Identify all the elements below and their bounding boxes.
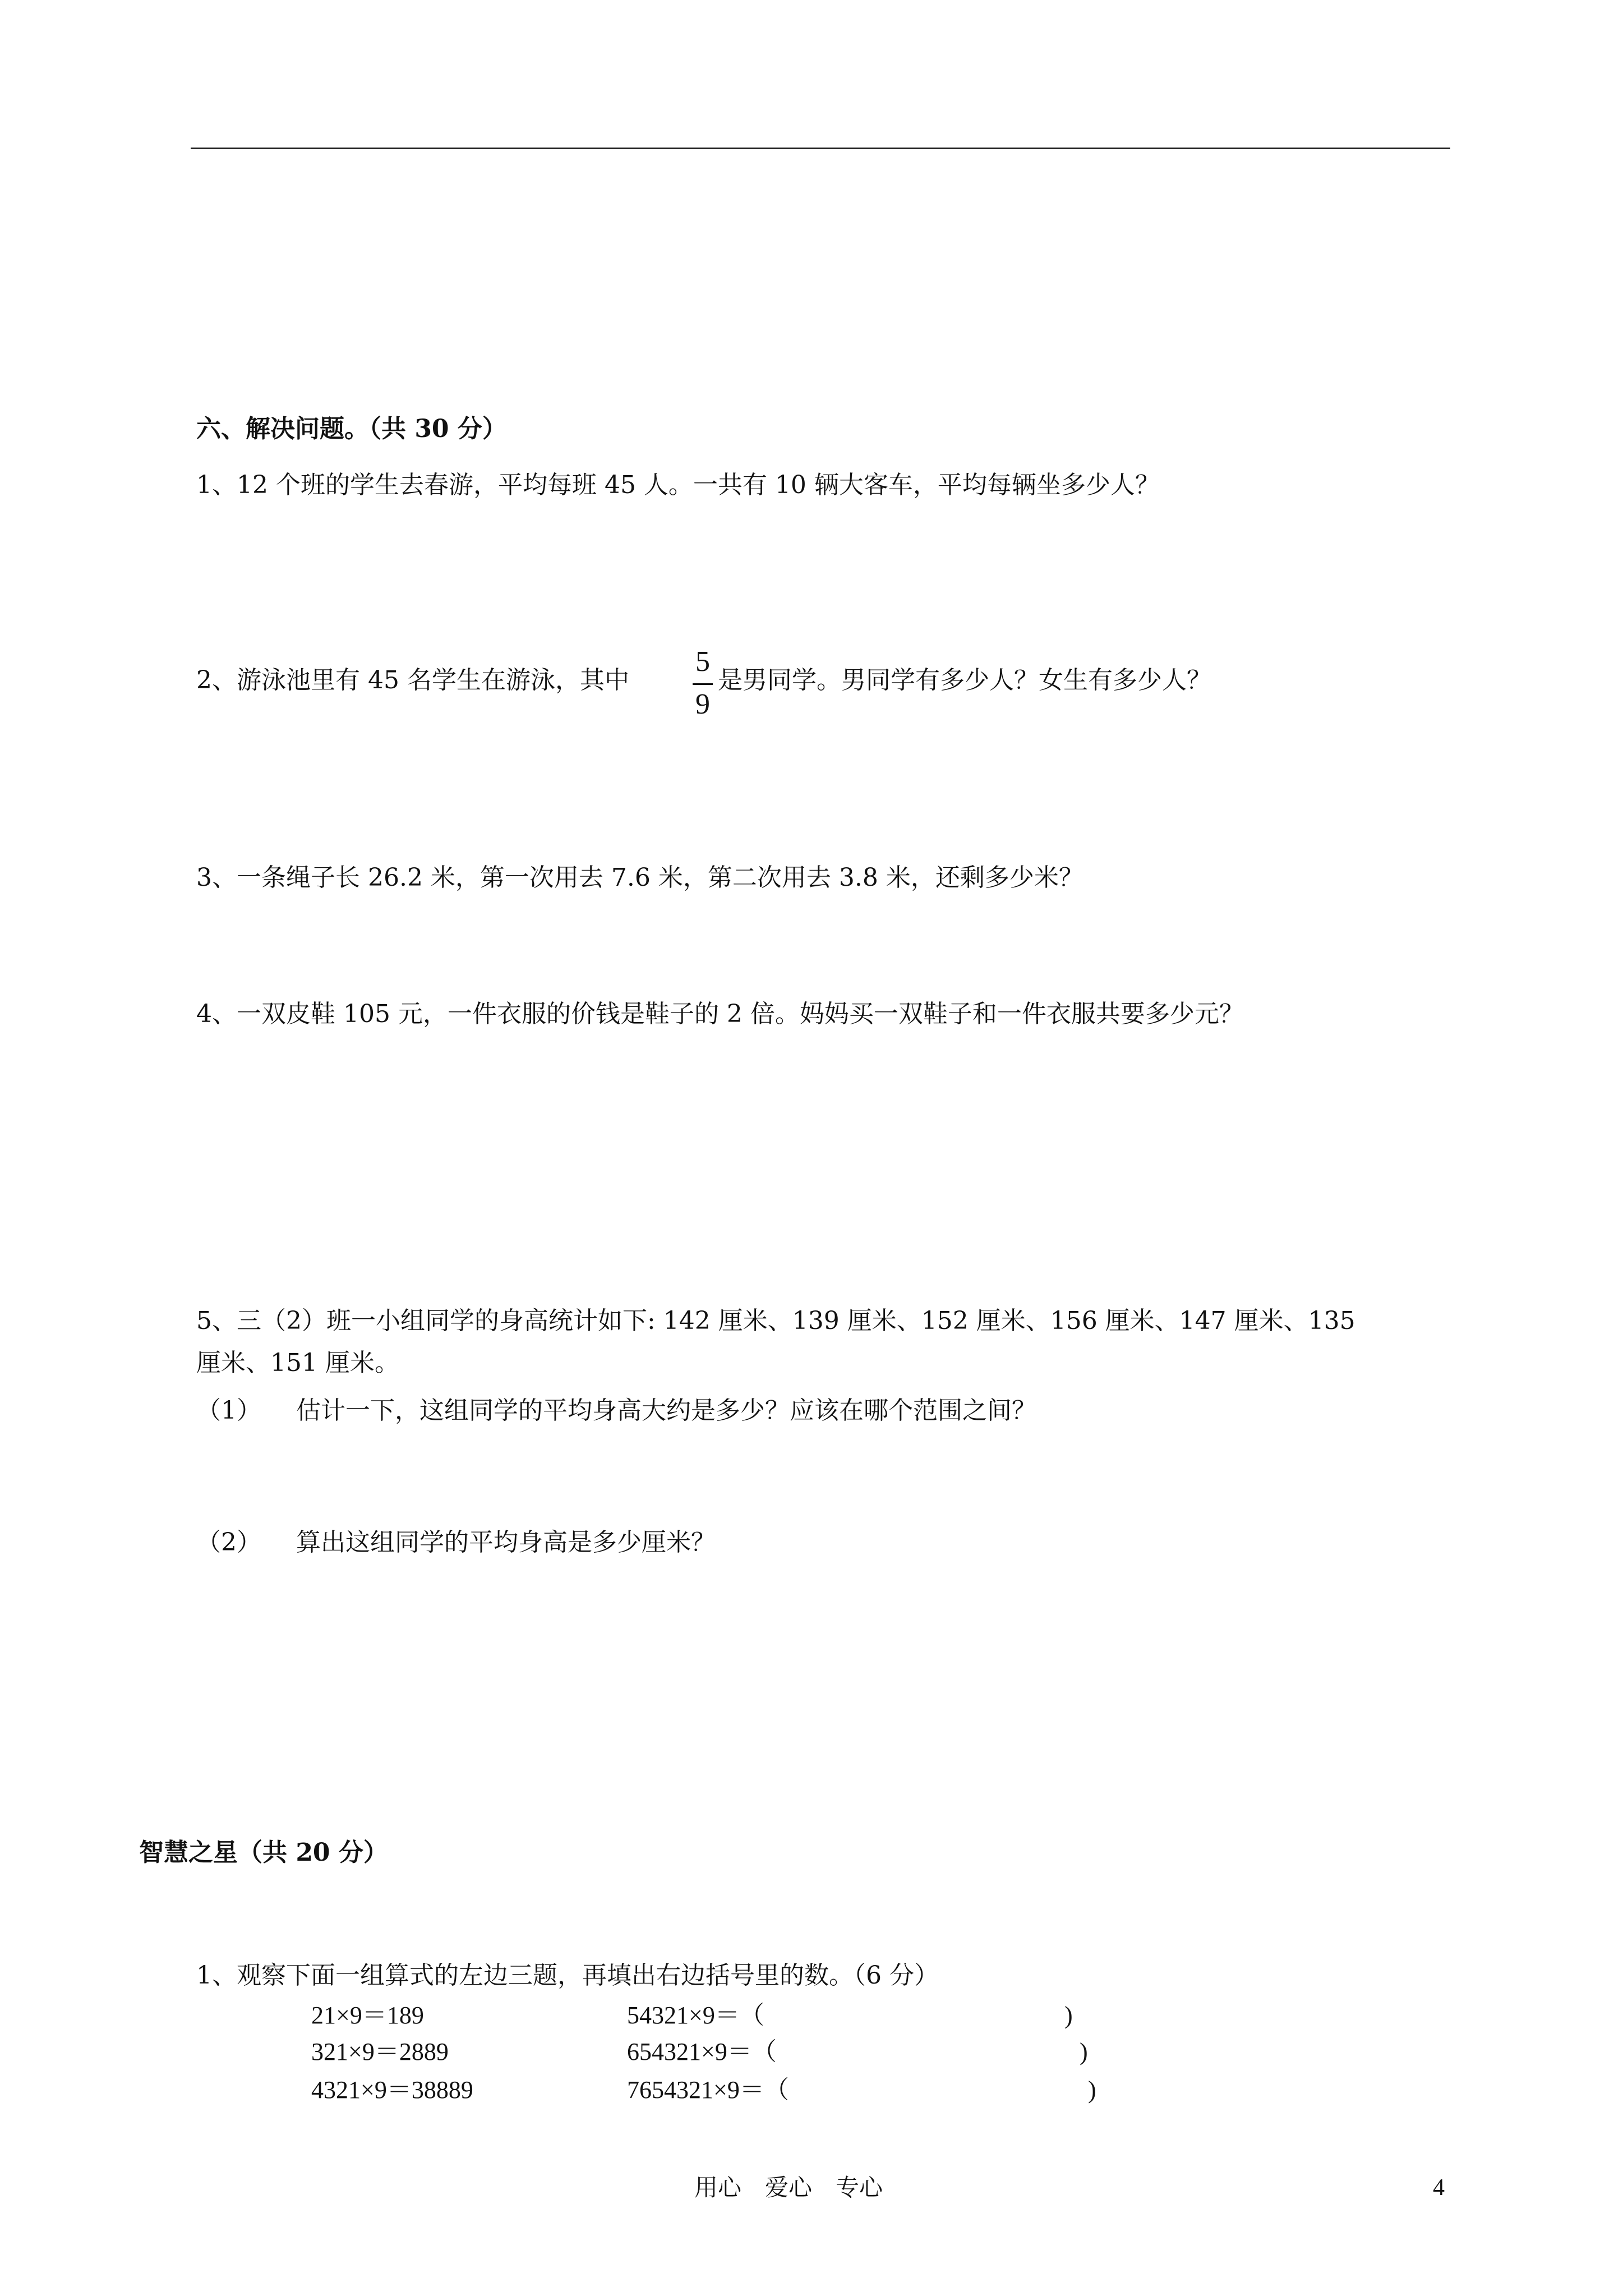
question-5-sub-2-number: （2） [196, 1528, 261, 1557]
question-3: 3、一条绳子长 26.2 米，第一次用去 7.6 米，第二次用去 3.8 米，还剩多少米？ [196, 863, 1083, 892]
question-1: 1、12 个班的学生去春游，平均每班 45 人。一共有 10 辆大客车，平均每辆坐多少人？ [196, 471, 1160, 499]
question-5-sub-2-text: 算出这组同学的平均身高是多少厘米？ [296, 1528, 716, 1557]
question-5-sub-1-number: （1） [196, 1396, 261, 1425]
question-2-before: 2、游泳池里有 45 名学生在游泳，其中 [196, 666, 629, 694]
header-rule [191, 148, 1450, 149]
question-2-after: 是男同学。男同学有多少人？女生有多少人？ [718, 666, 1211, 694]
fraction-bar [693, 683, 713, 685]
question-5-line-1: 5、三（2）班一小组同学的身高统计如下: 142 厘米、139 厘米、152 厘米、156 厘米、147 厘米、135 [196, 1306, 1355, 1335]
equation-left-3: 4321×9＝38889 [311, 2076, 473, 2104]
fraction-numerator: 5 [695, 646, 710, 678]
equation-right-1: 54321×9＝（ [627, 2001, 764, 2029]
question-5-sub-1-text: 估计一下，这组同学的平均身高大约是多少？应该在哪个范围之间？ [296, 1396, 1036, 1425]
question-4: 4、一双皮鞋 105 元，一件衣服的价钱是鞋子的 2 倍。妈妈买一双鞋子和一件衣服共要多少元？ [196, 1000, 1244, 1028]
question-5-line-2: 厘米、151 厘米。 [196, 1349, 399, 1377]
equation-right-2: 654321×9＝（ [627, 2038, 777, 2065]
equation-left-1: 21×9＝189 [311, 2001, 424, 2029]
footer-motto: 用心 爱心 专心 [694, 2174, 883, 2201]
close-paren-1: ) [1064, 2001, 1073, 2029]
close-paren-3: ) [1088, 2076, 1096, 2104]
fraction-denominator: 9 [695, 688, 710, 720]
page-number: 4 [1433, 2175, 1445, 2201]
wisdom-star-heading: 智慧之星（共 20 分） [139, 1838, 388, 1867]
section-six-heading: 六、解决问题。（共 30 分） [196, 415, 507, 443]
wisdom-question-1: 1、观察下面一组算式的左边三题，再填出右边括号里的数。（6 分） [196, 1961, 939, 1990]
equation-right-3: 7654321×9＝（ [627, 2076, 789, 2104]
close-paren-2: ) [1080, 2038, 1088, 2065]
equation-left-2: 321×9＝2889 [311, 2038, 449, 2065]
fraction-five-ninths [691, 645, 714, 724]
